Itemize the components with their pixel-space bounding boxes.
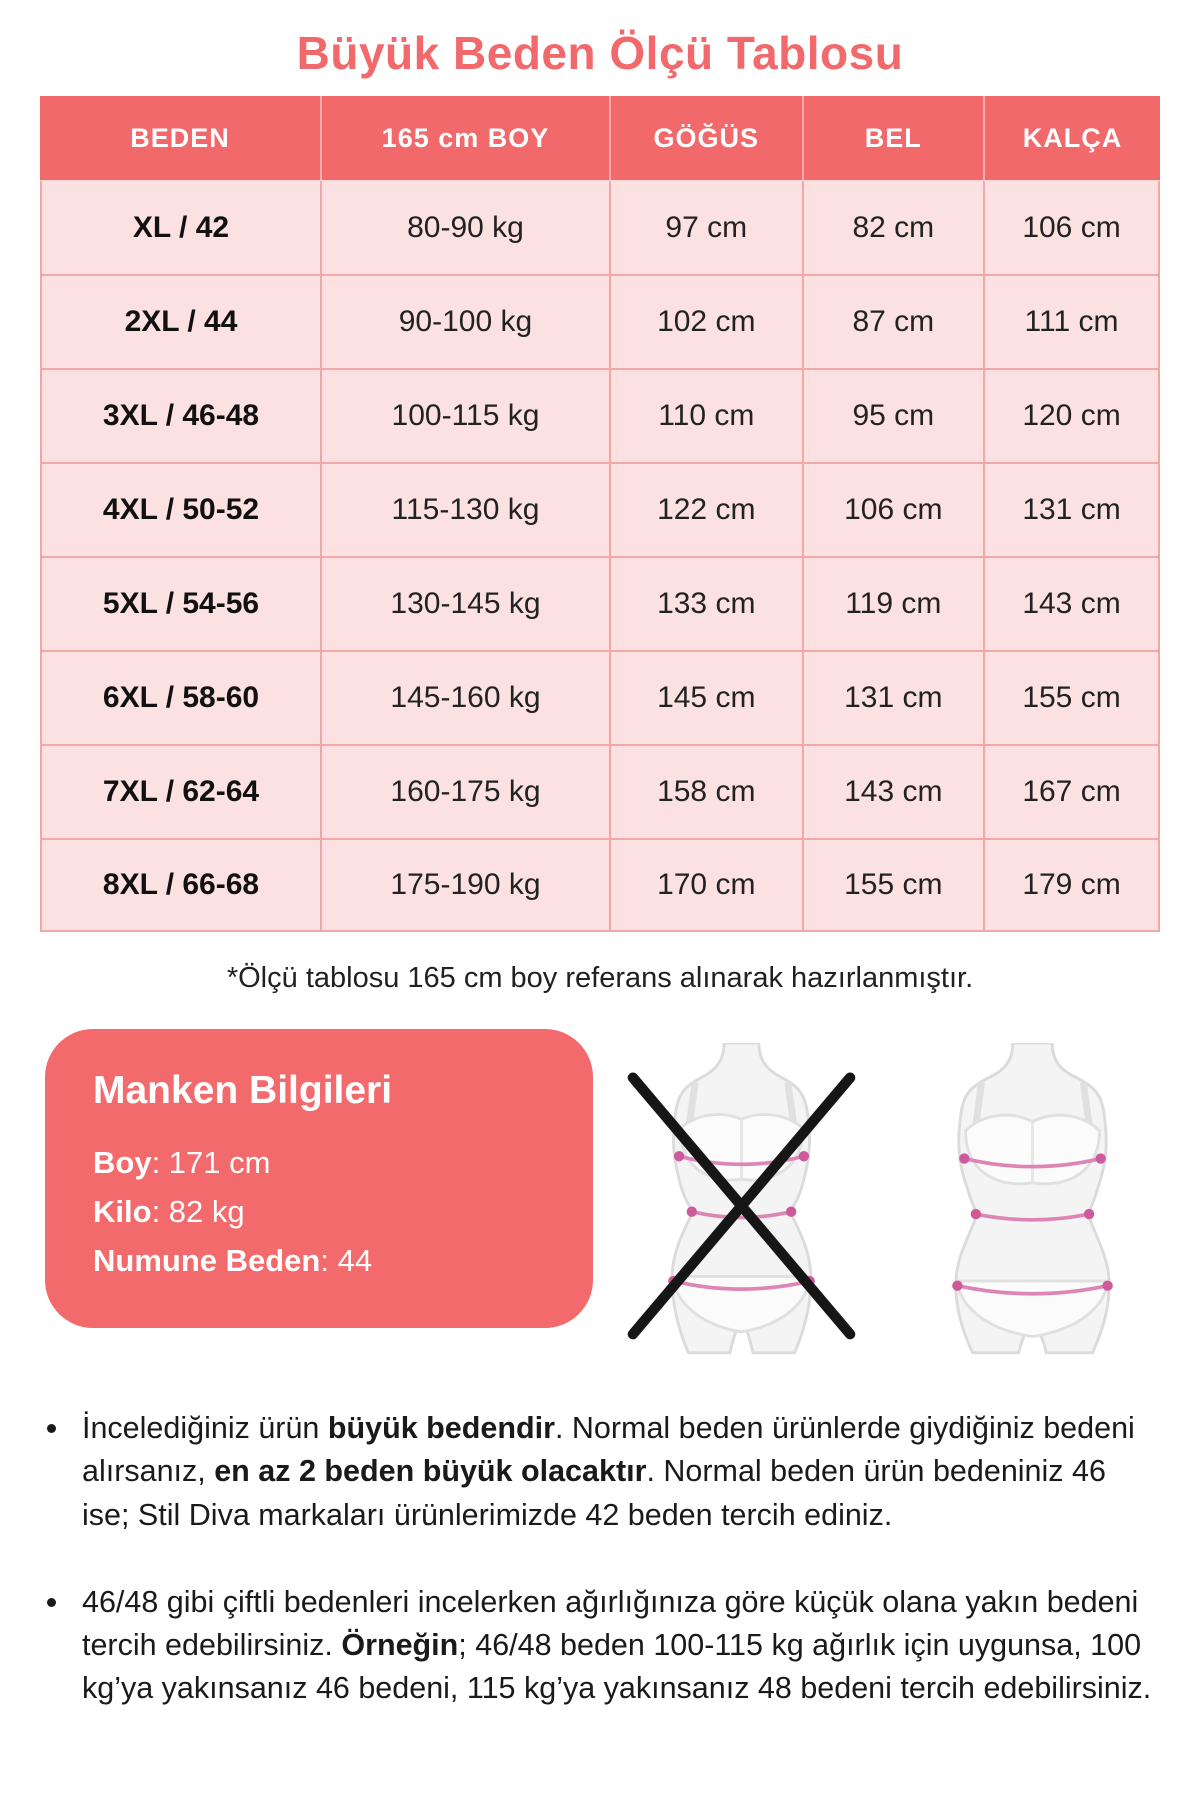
- size-cell: 3XL / 46-48: [40, 368, 320, 462]
- weight-cell: 130-145 kg: [320, 556, 609, 650]
- header-cell-kalca: KALÇA: [983, 96, 1160, 180]
- wrong-measurement-figure-icon: [614, 1043, 869, 1355]
- hip-cell: 106 cm: [983, 180, 1160, 274]
- weight-cell: 175-190 kg: [320, 838, 609, 932]
- hip-cell: 120 cm: [983, 368, 1160, 462]
- table-row: [40, 274, 1160, 368]
- weight-cell: 90-100 kg: [320, 274, 609, 368]
- bust-cell: 122 cm: [609, 462, 802, 556]
- waist-cell: 143 cm: [802, 744, 983, 838]
- table-header-row: [40, 96, 1160, 180]
- size-cell: 8XL / 66-68: [40, 838, 320, 932]
- figure-illustrations: [593, 1029, 1180, 1355]
- model-info-card: [45, 1029, 593, 1328]
- bust-cell: 102 cm: [609, 274, 802, 368]
- weight-cell: 160-175 kg: [320, 744, 609, 838]
- table-row: [40, 462, 1160, 556]
- header-cell-bel: BEL: [802, 96, 983, 180]
- table-row: [40, 744, 1160, 838]
- table-row: [40, 556, 1160, 650]
- bust-cell: 170 cm: [609, 838, 802, 932]
- header-cell-boy: 165 cm BOY: [320, 96, 609, 180]
- size-table: [40, 96, 1160, 932]
- note-item-double-sizes: • 46/48 gibi çiftli bedenleri incelerken ağırlığınıza göre küçük olana yakın bedeni tercih edebilirsiniz. Örneğin; 46/48 beden 100-115 kg ağırlık için uygunsa, 100 kg’ya yakınsanız 46 bedeni, 115 kg’ya yakınsanız 48 bedeni tercih edebilirsiniz.: [72, 1581, 1160, 1711]
- table-row: [40, 650, 1160, 744]
- bust-cell: 158 cm: [609, 744, 802, 838]
- model-height-line: Boy: 171 cm: [93, 1145, 271, 1180]
- hip-cell: 131 cm: [983, 462, 1160, 556]
- page-title: Büyük Beden Ölçü Tablosu: [296, 27, 904, 79]
- notes-list: [72, 1407, 1160, 1711]
- hip-cell: 111 cm: [983, 274, 1160, 368]
- size-table-container: [0, 80, 1200, 932]
- table-row: [40, 838, 1160, 932]
- hip-cell: 155 cm: [983, 650, 1160, 744]
- waist-cell: 155 cm: [802, 838, 983, 932]
- table-footnote: *Ölçü tablosu 165 cm boy referans alınarak hazırlanmıştır.: [226, 962, 974, 994]
- bust-cell: 133 cm: [609, 556, 802, 650]
- model-sample-size-line: Numune Beden: 44: [93, 1242, 373, 1278]
- waist-cell: 87 cm: [802, 274, 983, 368]
- table-row: [40, 180, 1160, 274]
- waist-cell: 95 cm: [802, 368, 983, 462]
- hip-cell: 179 cm: [983, 838, 1160, 932]
- correct-measurement-figure-icon: [905, 1043, 1160, 1355]
- weight-cell: 100-115 kg: [320, 368, 609, 462]
- model-info-section: [45, 1029, 1180, 1355]
- waist-cell: 131 cm: [802, 650, 983, 744]
- table-row: [40, 368, 1160, 462]
- weight-cell: 145-160 kg: [320, 650, 609, 744]
- size-cell: 2XL / 44: [40, 274, 320, 368]
- size-cell: 6XL / 58-60: [40, 650, 320, 744]
- header-cell-gogus: GÖĞÜS: [609, 96, 802, 180]
- weight-cell: 80-90 kg: [320, 180, 609, 274]
- waist-cell: 106 cm: [802, 462, 983, 556]
- bust-cell: 110 cm: [609, 368, 802, 462]
- waist-cell: 82 cm: [802, 180, 983, 274]
- header-cell-beden: BEDEN: [40, 96, 320, 180]
- model-weight-line: Kilo: 82 kg: [93, 1193, 245, 1229]
- size-cell: 7XL / 62-64: [40, 744, 320, 838]
- bust-cell: 145 cm: [609, 650, 802, 744]
- hip-cell: 143 cm: [983, 556, 1160, 650]
- hip-cell: 167 cm: [983, 744, 1160, 838]
- size-cell: 5XL / 54-56: [40, 556, 320, 650]
- model-info-title: Manken Bilgileri: [93, 1069, 393, 1112]
- size-cell: 4XL / 50-52: [40, 462, 320, 556]
- size-cell: XL / 42: [40, 180, 320, 274]
- waist-cell: 119 cm: [802, 556, 983, 650]
- bust-cell: 97 cm: [609, 180, 802, 274]
- note-item-sizing: • İncelediğiniz ürün büyük bedendir. Normal beden ürünlerde giydiğiniz bedeni alırsanız, en az 2 beden büyük olacaktır. Normal beden ürün bedeniniz 46 ise; Stil Diva markaları ürünlerimizde 42 beden tercih ediniz.: [72, 1407, 1160, 1537]
- weight-cell: 115-130 kg: [320, 462, 609, 556]
